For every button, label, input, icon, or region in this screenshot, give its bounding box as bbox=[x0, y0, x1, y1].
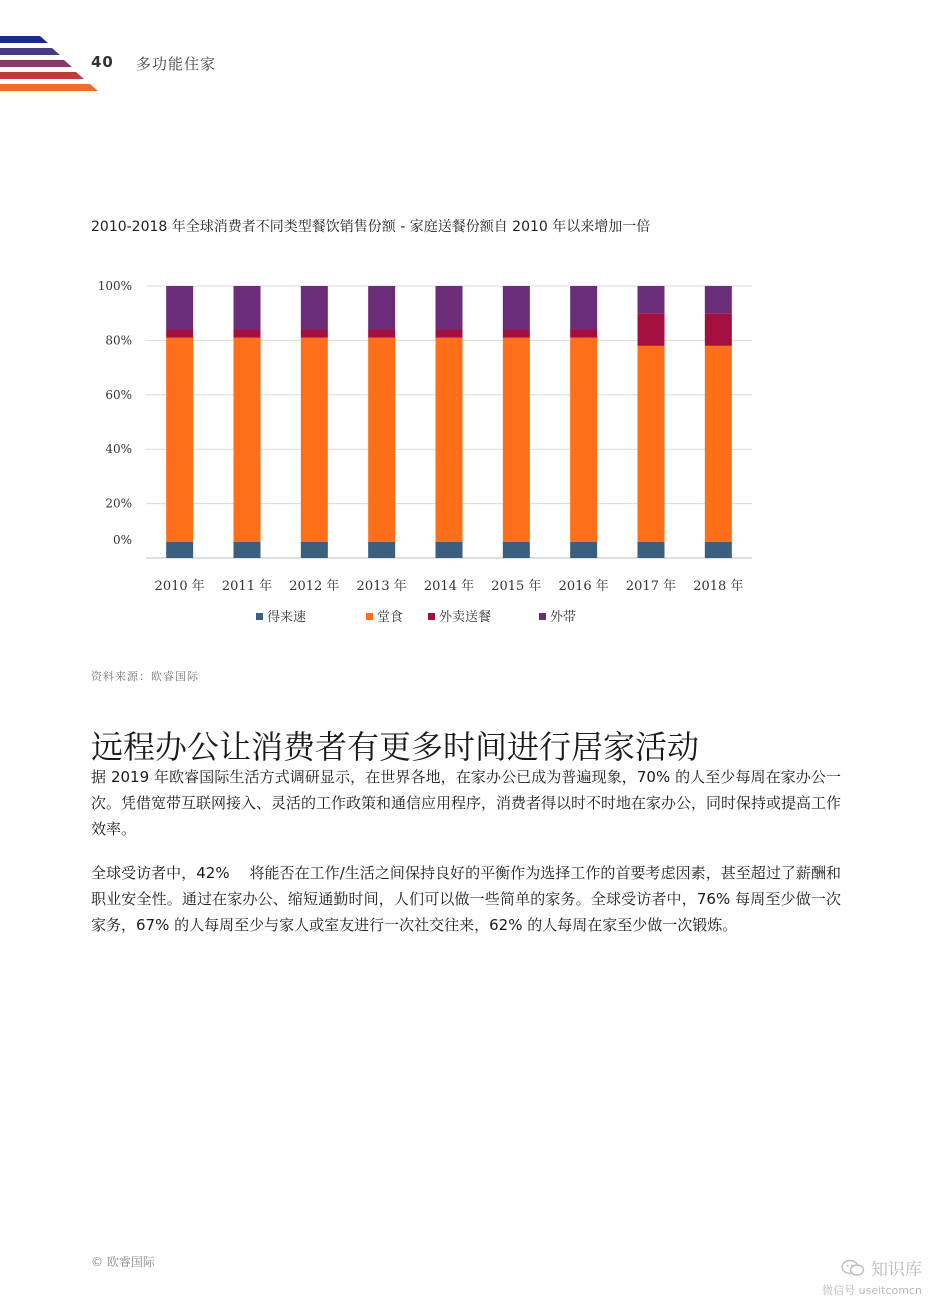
x-tick-label: 2017 年 bbox=[625, 579, 677, 594]
bar-segment bbox=[638, 286, 665, 313]
source-note: 资料来源：欧睿国际 bbox=[91, 670, 199, 683]
bar-segment bbox=[301, 286, 328, 330]
bar-segment bbox=[705, 346, 732, 542]
x-tick-label: 2018 年 bbox=[693, 579, 744, 594]
bar-segment bbox=[570, 338, 597, 542]
bar-segment bbox=[234, 542, 261, 558]
bar-segment bbox=[705, 313, 732, 346]
x-tick-label: 2013 年 bbox=[356, 579, 407, 594]
bar-segment bbox=[301, 338, 328, 542]
header-stripe bbox=[0, 36, 48, 43]
x-tick-label: 2015 年 bbox=[491, 579, 542, 594]
bar-segment bbox=[436, 330, 463, 338]
bar-segment bbox=[368, 542, 395, 558]
paragraph-1: 据 2019 年欧睿国际生活方式调研显示，在世界各地，在家办公已成为普遍现象，70% 的人至少每周在家办公一次。凭借宽带互联网接入、灵活的工作政策和通信应用程序，消费者得以时不时地在家办公，同时保持或提高工作效率。 bbox=[91, 768, 842, 838]
legend-swatch bbox=[539, 613, 546, 620]
legend-label: 堂食 bbox=[377, 610, 404, 625]
bar-segment bbox=[234, 286, 261, 330]
header-stripe bbox=[0, 72, 84, 79]
bar-segment bbox=[166, 542, 193, 558]
section-heading: 远程办公让消费者有更多时间进行居家活动 bbox=[91, 728, 700, 766]
bar-segment bbox=[570, 330, 597, 338]
watermark-account: 微信号 useitcomcn bbox=[822, 1284, 922, 1297]
x-tick-label: 2016 年 bbox=[558, 579, 609, 594]
bar-segment bbox=[503, 286, 530, 330]
bar-segment bbox=[166, 330, 193, 338]
bar-segment bbox=[570, 542, 597, 558]
bar-segment bbox=[503, 542, 530, 558]
y-tick-label: 80% bbox=[105, 333, 132, 348]
bar-segment bbox=[436, 542, 463, 558]
header-stripes-decoration bbox=[0, 34, 100, 98]
bar-segment bbox=[503, 338, 530, 542]
bar-segment bbox=[638, 542, 665, 558]
watermark-name: 知识库 bbox=[871, 1260, 922, 1280]
bar-segment bbox=[166, 338, 193, 542]
paragraph-2: 全球受访者中，42% 将能否在工作/生活之间保持良好的平衡作为选择工作的首要考虑因素，甚至超过了薪酬和职业安全性。通过在家办公、缩短通勤时间，人们可以做一些简单的家务。全球受访者中，76% 每周至少做一次家务，67% 的人每周至少与家人或室友进行一次社交往来，62% 的人每周在家至少做一次锻炼。 bbox=[91, 864, 841, 934]
bar-segment bbox=[570, 286, 597, 330]
stacked-bar-chart bbox=[90, 268, 770, 638]
bar-segment bbox=[705, 286, 732, 313]
wechat-icon bbox=[841, 1259, 865, 1277]
legend-label: 外带 bbox=[550, 610, 577, 625]
bar-segment bbox=[301, 542, 328, 558]
y-tick-label: 100% bbox=[97, 279, 132, 293]
bar-segment bbox=[368, 338, 395, 542]
legend-swatch bbox=[256, 613, 263, 620]
section-title: 多功能住家 bbox=[136, 55, 217, 73]
bar-segment bbox=[705, 542, 732, 558]
x-tick-label: 2014 年 bbox=[423, 579, 475, 594]
x-tick-label: 2011 年 bbox=[221, 579, 273, 594]
bar-segment bbox=[234, 338, 261, 542]
watermark bbox=[822, 1255, 922, 1298]
bar-segment bbox=[436, 338, 463, 542]
y-tick-label: 40% bbox=[105, 442, 132, 457]
bar-segment bbox=[638, 313, 665, 346]
footer-copyright: © 欧睿国际 bbox=[91, 1255, 155, 1269]
header-stripe bbox=[0, 60, 72, 67]
bar-segment bbox=[166, 286, 193, 330]
page-number: 40 bbox=[91, 53, 114, 71]
legend-label: 外卖送餐 bbox=[439, 610, 492, 625]
legend-label: 得来速 bbox=[267, 610, 307, 625]
y-tick-label: 0% bbox=[112, 533, 132, 547]
x-tick-label: 2012 年 bbox=[289, 579, 340, 594]
header-stripe bbox=[0, 48, 60, 55]
chart-canvas bbox=[90, 268, 770, 638]
chart-heading: 2010-2018 年全球消费者不同类型餐饮销售份额 - 家庭送餐份额自 2010 年以来增加一倍 bbox=[91, 219, 651, 235]
bar-segment bbox=[503, 330, 530, 338]
header-stripe bbox=[0, 84, 98, 91]
bar-segment bbox=[436, 286, 463, 330]
y-tick-label: 20% bbox=[105, 496, 132, 511]
y-tick-label: 60% bbox=[105, 387, 132, 402]
legend-swatch bbox=[428, 613, 435, 620]
bar-segment bbox=[234, 330, 261, 338]
legend-swatch bbox=[366, 613, 373, 620]
bar-segment bbox=[368, 286, 395, 330]
bar-segment bbox=[638, 346, 665, 542]
bar-segment bbox=[368, 330, 395, 338]
bar-segment bbox=[301, 330, 328, 338]
x-tick-label: 2010 年 bbox=[154, 579, 205, 594]
